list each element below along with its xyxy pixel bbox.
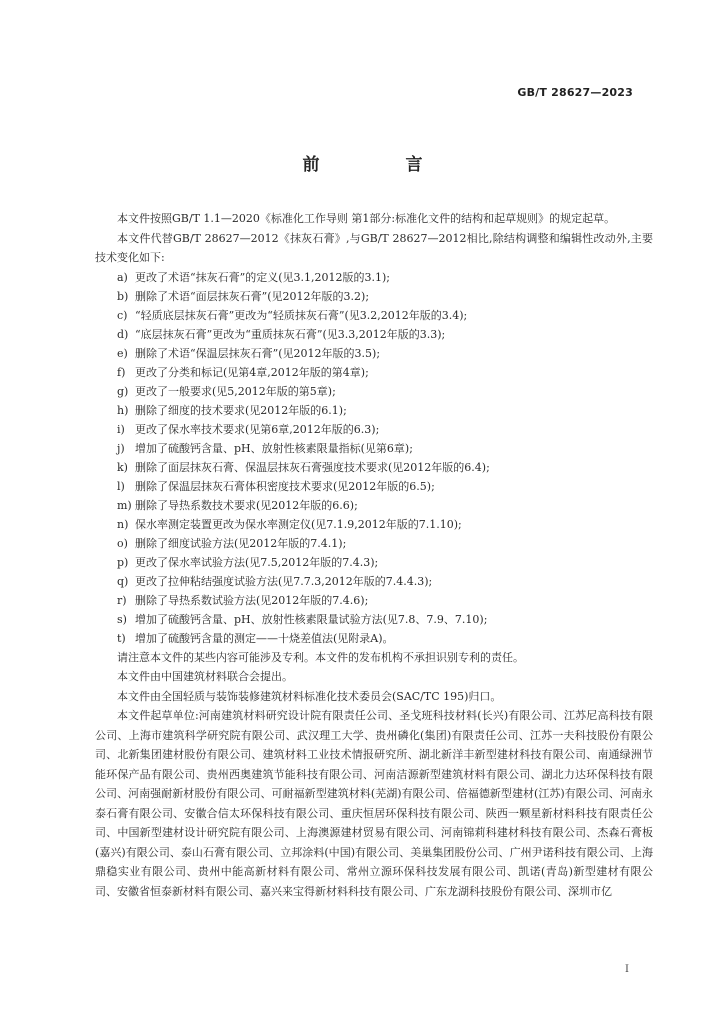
list-item	[95, 363, 653, 382]
list-item-text: 更改了保水率试验方法(见7.5,2012年版的7.4.3);	[135, 555, 379, 569]
list-item-text: 更改了分类和标记(见第4章,2012年版的第4章);	[135, 365, 369, 379]
foreword-body	[95, 209, 653, 901]
list-item	[95, 610, 653, 629]
list-marker: n)	[117, 517, 129, 531]
list-marker: s)	[117, 612, 127, 626]
list-item-text: 删除了术语“面层抹灰石膏”(见2012年版的3.2);	[135, 289, 370, 303]
list-item	[95, 534, 653, 553]
list-item	[95, 591, 653, 610]
list-item-text: 删除了导热系数技术要求(见2012年版的6.6);	[135, 498, 358, 512]
list-marker: l)	[117, 479, 125, 493]
list-item	[95, 382, 653, 401]
patent-notice: 请注意本文件的某些内容可能涉及专利。本文件的发布机构不承担识别专利的责任。	[117, 650, 524, 664]
standard-code-header: GB/T 28627—2023	[517, 86, 633, 99]
list-marker: i)	[117, 422, 125, 436]
list-item	[95, 629, 653, 648]
list-item-text: 删除了术语“保温层抹灰石膏”(见2012年版的3.5);	[135, 346, 381, 360]
list-marker: d)	[117, 327, 129, 341]
list-item-text: 更改了拉伸粘结强度试验方法(见7.7.3,2012年版的7.4.4.3);	[135, 574, 433, 588]
list-item-text: “轻质底层抹灰石膏”更改为“轻质抹灰石膏”(见3.2,2012年版的3.4);	[135, 308, 468, 322]
list-item-text: 增加了硫酸钙含量的测定——十烧差值法(见附录A)。	[135, 631, 394, 645]
page-number: I	[625, 964, 629, 975]
drafting-organizations: 本文件起草单位:河南建筑材料研究设计院有限责任公司、圣戈班科技材料(长兴)有限公司、江苏尼高科技有限公司、上海市建筑科学研究院有限公司、武汉理工大学、贵州磷化(集团)有限责任公司、江苏一夫科技股份有限公司、北新集团建材股份有限公司、建筑材料工业技术情报研究所、湖北新洋丰新型建材科技有限公司、南通绿洲节能环保产品有限公司、贵州西奥建筑节能科技有限公司、河南洁源新型建筑材料有限公司、湖北力达环保科技有限公司、河南强耐新材股份有限公司、可耐福新型建筑材料(芜湖)有限公司、倍福德新型建材(江苏)有限公司、河南永泰石膏有限公司、安徽合信太环保科技有限公司、重庆恒居环保科技有限公司、陕西一颗星新材料科技有限责任公司、中国新型建材设计研究院有限公司、上海澳源建材贸易有限公司、河南锦莉科建材科技有限公司、杰森石膏板(嘉兴)有限公司、泰山石膏有限公司、立邦涂料(中国)有限公司、美巢集团股份公司、广州尹诺科技有限公司、上海鼎稳实业有限公司、贵州中能高新材料有限公司、常州立源环保科技发展有限公司、凯诺(青岛)新型建材有限公司、安徽省恒泰新材料有限公司、嘉兴来宝得新材料科技有限公司、广东龙湖科技股份有限公司、深圳市亿	[95, 709, 653, 898]
intro-paragraph: 本文件按照GB/T 1.1—2020《标准化工作导则 第1部分:标准化文件的结构和起草规则》的规定起草。	[117, 212, 616, 225]
list-item	[95, 572, 653, 591]
list-item-text: 增加了硫酸钙含量、pH、放射性核素限量指标(见第6章);	[135, 441, 413, 455]
list-marker: p)	[117, 555, 129, 569]
list-item	[95, 401, 653, 420]
list-marker: h)	[117, 403, 129, 417]
list-item	[95, 325, 653, 344]
list-item	[95, 344, 653, 363]
list-item	[95, 306, 653, 325]
list-marker: g)	[117, 384, 129, 398]
list-item	[95, 496, 653, 515]
list-item	[95, 477, 653, 496]
list-item	[95, 439, 653, 458]
list-item-text: 增加了硫酸钙含量、pH、放射性核素限量试验方法(见7.8、7.9、7.10);	[135, 612, 488, 626]
list-item-text: 更改了保水率技术要求(见第6章,2012年版的6.3);	[135, 422, 380, 436]
list-item-text: “底层抹灰石膏”更改为“重质抹灰石膏”(见3.3,2012年版的3.3);	[135, 327, 446, 341]
list-marker: k)	[117, 460, 128, 474]
list-item-text: 更改了术语“抹灰石膏”的定义(见3.1,2012版的3.1);	[135, 270, 391, 284]
list-item-text: 删除了保温层抹灰石膏体积密度技术要求(见2012年版的6.5);	[135, 479, 435, 493]
intro-paragraph: 本文件代替GB/T 28627—2012《抹灰石膏》,与GB/T 28627—2012相比,除结构调整和编辑性改动外,主要技术变化如下:	[95, 231, 653, 264]
list-item-text: 更改了一般要求(见5,2012年版的第5章);	[135, 384, 336, 398]
list-marker: m)	[117, 498, 132, 512]
list-marker: e)	[117, 346, 128, 360]
list-item-text: 删除了导热系数试验方法(见2012年版的7.4.6);	[135, 593, 369, 607]
list-item-text: 删除了面层抹灰石膏、保温层抹灰石膏强度技术要求(见2012年版的6.4);	[135, 460, 490, 474]
list-marker: r)	[117, 593, 127, 607]
list-marker: q)	[117, 574, 129, 588]
list-marker: o)	[117, 536, 128, 550]
list-marker: b)	[117, 289, 129, 303]
list-item	[95, 515, 653, 534]
list-marker: c)	[117, 308, 128, 322]
list-marker: a)	[117, 270, 128, 284]
list-item	[95, 420, 653, 439]
list-item	[95, 287, 653, 306]
list-item	[95, 268, 653, 287]
list-item-text: 保水率测定装置更改为保水率测定仪(见7.1.9,2012年版的7.1.10);	[135, 517, 462, 531]
list-item	[95, 553, 653, 572]
administrator-statement: 本文件由全国轻质与装饰装修建筑材料标准化技术委员会(SAC/TC 195)归口。	[117, 689, 502, 703]
list-marker: j)	[117, 441, 125, 455]
list-item-text: 删除了细度试验方法(见2012年版的7.4.1);	[135, 536, 347, 550]
proposer-statement: 本文件由中国建筑材料联合会提出。	[117, 670, 293, 683]
list-item-text: 删除了细度的技术要求(见2012年版的6.1);	[135, 403, 347, 417]
list-marker: f)	[117, 365, 126, 379]
changes-list	[95, 268, 653, 648]
list-item	[95, 458, 653, 477]
page-title: 前 言	[302, 155, 463, 175]
list-marker: t)	[117, 631, 126, 645]
